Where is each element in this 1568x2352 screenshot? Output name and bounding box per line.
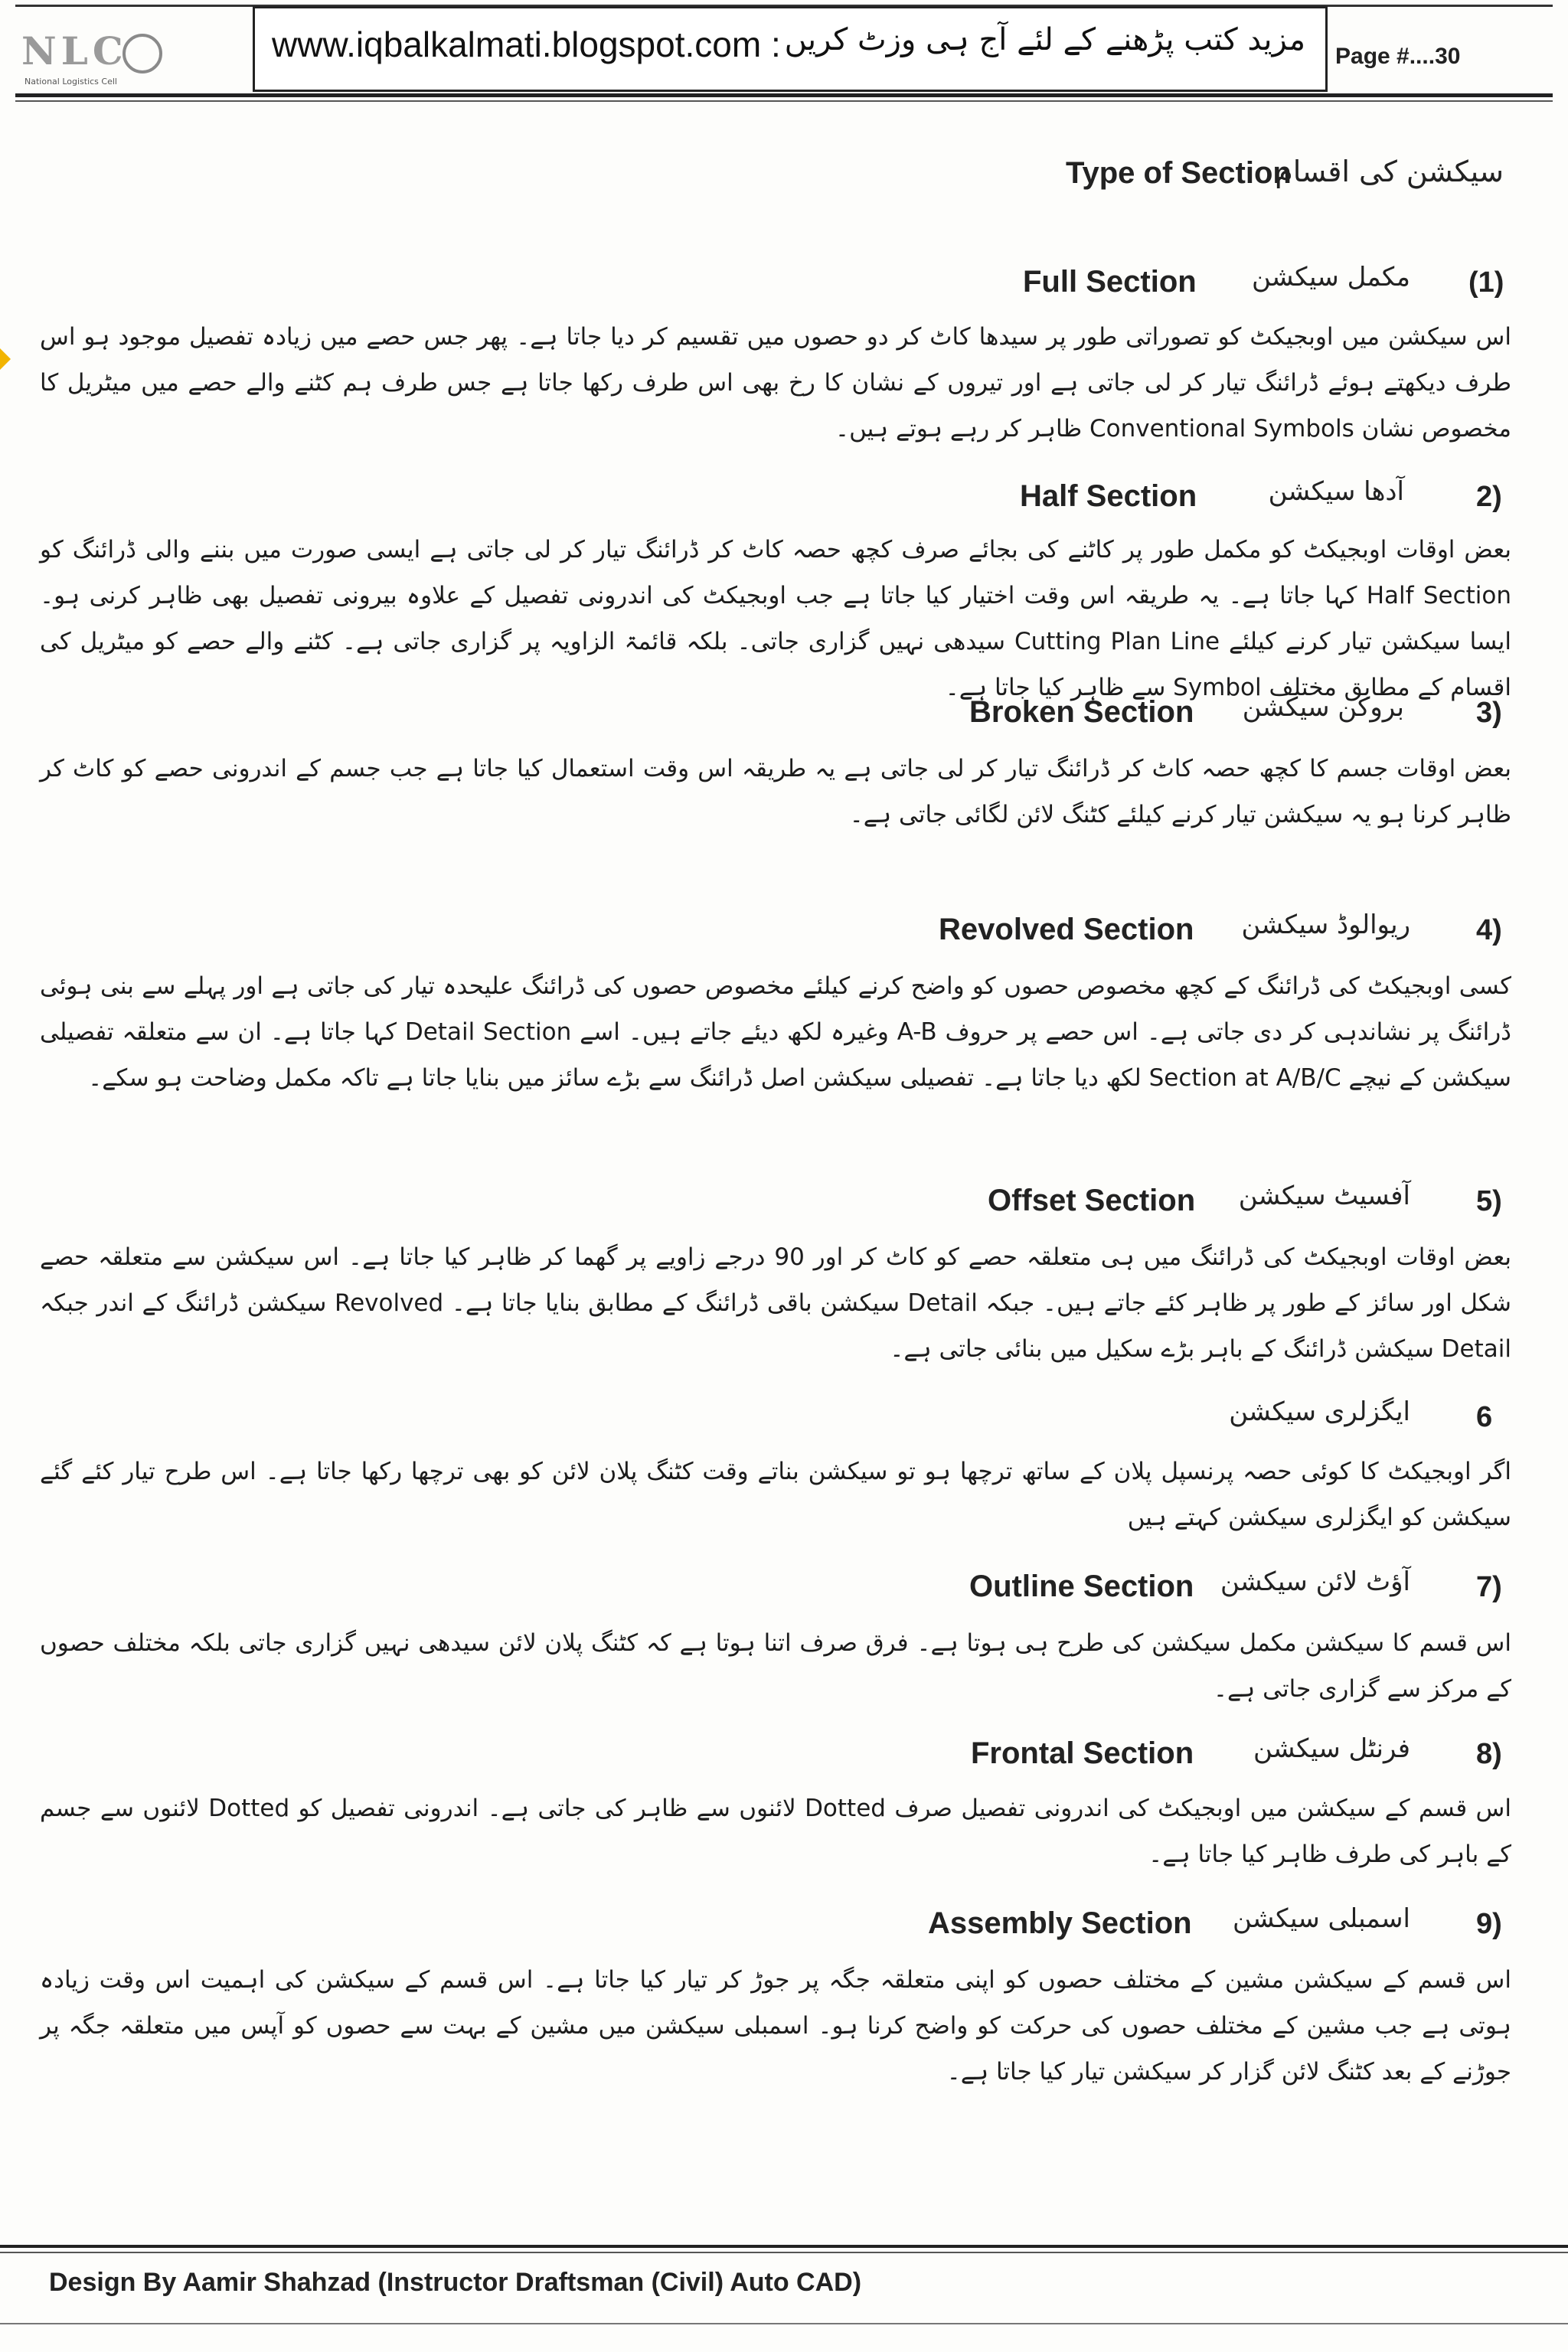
- section-title-english: Offset Section: [988, 1184, 1196, 1217]
- section-title-urdu: آفسیٹ سیکشن: [1238, 1181, 1410, 1211]
- section-number: 8): [1476, 1738, 1502, 1770]
- logo-caption: National Logistics Cell: [24, 77, 117, 87]
- section-body: اس قسم کے سیکشن مشین کے مختلف حصوں کو اپنی متعلقہ جگہ پر جوڑ کر تیار کیا جاتا ہے۔ اس قسم کے سیکشن کی اہمیت اس وقت زیادہ ہوتی ہے جب مشین کے مختلف حصوں کی حرکت کو واضح کرنا ہو۔ اسمبلی سیکشن میں مشین کے بہت سے حصوں کو آپس میں متعلقہ جگہ پر جوڑنے کے بعد کٹنگ لائن گزار کر سیکشن تیار کیا جاتا ہے۔: [40, 1966, 1511, 2086]
- title-urdu: سیکشن کی اقسام: [1275, 155, 1504, 188]
- section-heading: [0, 908, 1568, 954]
- section-body: اس قسم کا سیکشن مکمل سیکشن کی طرح ہی ہوتا ہے۔ فرق صرف اتنا ہوتا ہے کہ کٹنگ پلان لائن سیدھی نہیں گزاری جاتی بلکہ مختلف حصوں کے مرکز سے گزاری جاتی ہے۔: [40, 1629, 1511, 1703]
- section-heading: [0, 260, 1568, 306]
- website-tagline-urdu: مزید کتب پڑھنے کے لئے آج ہی وزٹ کریں: [784, 22, 1305, 57]
- section-title-english: Assembly Section: [928, 1906, 1192, 1940]
- footer-rule-thin: [0, 2252, 1568, 2253]
- section-title-urdu: فرنٹل سیکشن: [1253, 1733, 1410, 1764]
- section-body: بعض اوقات جسم کا کچھ حصہ کاٹ کر ڈرائنگ تیار کر لی جاتی ہے یہ طریقہ اس وقت استعمال کیا جاتا ہے جب جسم کے اندرونی حصے کو کاٹ کر ظاہر کرنا ہو یہ سیکشن تیار کرنے کیلئے کٹنگ لائن لگائی جاتی ہے۔: [40, 755, 1511, 828]
- logo-circle-icon: [122, 34, 162, 74]
- page-header: [0, 0, 1568, 115]
- section-title-urdu: آؤٹ لائن سیکشن: [1220, 1566, 1410, 1597]
- section-number: 6: [1476, 1401, 1493, 1433]
- section-title-english: Broken Section: [969, 695, 1194, 729]
- section-title-english: Full Section: [1023, 265, 1197, 299]
- url-separator: :: [770, 24, 781, 64]
- section-title-urdu: بروکن سیکشن: [1242, 692, 1404, 723]
- section-body: اس سیکشن میں اوبجیکٹ کو تصوراتی طور پر سیدھا کاٹ کر دو حصوں میں تقسیم کر دیا جاتا ہے۔ پھر جس حصے میں زیادہ تفصیل موجود ہو اس طرف دیکھتے ہوئے ڈرائنگ تیار کر لی جاتی ہے اور تیروں کے نشان کا رخ بھی اس طرف رکھا جاتا ہے جس طرف ہم کٹنے والے حصے میں میٹریل کا مخصوص نشان Conventional Symbols ظاہر کر رہے ہوتے ہیں۔: [40, 323, 1511, 443]
- section-heading: [0, 691, 1568, 737]
- section-number: 2): [1476, 481, 1502, 513]
- section-body: بعض اوقات اوبجیکٹ کو مکمل طور پر کاٹنے کی بجائے صرف کچھ حصہ کاٹ کر ڈرائنگ تیار کر لی جاتی ہے ایسی صورت میں بننے والی ڈرائنگ کو Half Section کہا جاتا ہے۔ یہ طریقہ اس وقت اختیار کیا جاتا ہے جب اوبجیکٹ کی اندرونی تفصیل کے علاوہ بیرونی تفصیل بھی ظاہر کرنی ہو۔ ایسا سیکشن تیار کرنے کیلئے Cutting Plan Line سیدھی نہیں گزاری جاتی۔ بلکہ قائمۃ الزاویہ پر گزاری جاتی ہے۔ کٹنے والے حصے کو میٹریل کی اقسام کے مطابق مختلف Symbol سے ظاہر کیا جاتا ہے۔: [40, 536, 1511, 701]
- section-body: بعض اوقات اوبجیکٹ کی ڈرائنگ میں ہی متعلقہ حصے کو کاٹ کر اور 90 درجے زاویے پر گھما کر ظاہر کیا جاتا ہے۔ اس سیکشن سے متعلقہ حصے شکل اور سائز کے طور پر ظاہر کئے جاتے ہیں۔ جبکہ Detail سیکشن باقی ڈرائنگ کے مطابق بنایا جاتا ہے۔ Revolved سیکشن ڈرائنگ کے اندر جبکہ Detail سیکشن ڈرائنگ کے باہر بڑے سکیل میں بنائی جاتی ہے۔: [40, 1243, 1511, 1363]
- header-bottom-rule: [15, 93, 1553, 97]
- nlc-logo: [21, 29, 243, 93]
- page-title: [0, 153, 1568, 207]
- section-body: اس قسم کے سیکشن میں اوبجیکٹ کی اندرونی تفصیل صرف Dotted لائنوں سے ظاہر کی جاتی ہے۔ اندرونی تفصیل کو Dotted لائنوں سے جسم کے باہر کی طرف ظاہر کیا جاتا ہے۔: [40, 1795, 1511, 1868]
- section-heading: [0, 1902, 1568, 1948]
- page-number: Page #....30: [1335, 44, 1461, 69]
- section-title-urdu: ایگزلری سیکشن: [1229, 1396, 1410, 1427]
- section-title-urdu: آدھا سیکشن: [1268, 476, 1404, 507]
- section-title-english: Frontal Section: [971, 1736, 1194, 1770]
- section-heading: [0, 1565, 1568, 1611]
- section-heading: [0, 1395, 1568, 1441]
- margin-marker: [0, 348, 11, 370]
- section-title-english: Half Section: [1020, 479, 1197, 513]
- section-heading: [0, 475, 1568, 521]
- footer-credit: Design By Aamir Shahzad (Instructor Draftsman (Civil) Auto CAD): [49, 2268, 862, 2297]
- section-number: 3): [1476, 697, 1502, 729]
- section-body: کسی اوبجیکٹ کی ڈرائنگ کے کچھ مخصوص حصوں کو واضح کرنے کیلئے مخصوص حصوں کی ڈرائنگ علیحدہ تیار کی جاتی ہے اور پہلے سے بنی ہوئی ڈرائنگ پر نشاندہی کر دی جاتی ہے۔ اس حصے پر حروف A-B وغیرہ لکھ دیئے جاتے ہیں۔ اسے Detail Section کہا جاتا ہے۔ ان سے متعلقہ تفصیلی سیکشن کے نیچے Section at A/B/C لکھ دیا جاتا ہے۔ تفصیلی سیکشن اصل ڈرائنگ سے بڑے سائز میں بنایا جاتا ہے تاکہ مکمل وضاحت ہو سکے۔: [40, 972, 1511, 1092]
- section-title-english: Outline Section: [969, 1570, 1194, 1603]
- section-heading: [0, 1179, 1568, 1225]
- section-title-urdu: ریوالوڈ سیکشن: [1241, 910, 1410, 940]
- header-bottom-rule-thin: [15, 100, 1553, 102]
- section-heading: [0, 1732, 1568, 1778]
- website-banner: [253, 6, 1328, 92]
- section-body: اگر اوبجیکٹ کا کوئی حصہ پرنسپل پلان کے ساتھ ترچھا ہو تو سیکشن بناتے وقت کٹنگ پلان لائن کو بھی ترچھا رکھا جاتا ہے۔ اس طرح تیار کئے گئے سیکشن کو ایگزلری سیکشن کہتے ہیں: [40, 1458, 1511, 1531]
- website-url-text[interactable]: www.iqbalkalmati.blogspot.com: [272, 24, 762, 64]
- section-title-urdu: مکمل سیکشن: [1252, 262, 1410, 292]
- section-number: 9): [1476, 1908, 1502, 1940]
- section-number: (1): [1468, 266, 1504, 299]
- logo-mark: NLC: [21, 28, 128, 74]
- website-url[interactable]: [272, 24, 781, 65]
- section-number: 4): [1476, 914, 1502, 946]
- footer-bottom-rule: [0, 2323, 1568, 2324]
- section-number: 7): [1476, 1571, 1502, 1603]
- footer-rule: [0, 2245, 1568, 2248]
- section-title-urdu: اسمبلی سیکشن: [1233, 1903, 1410, 1934]
- section-number: 5): [1476, 1185, 1502, 1217]
- title-english: Type of Section: [1066, 156, 1292, 190]
- section-title-english: Revolved Section: [939, 913, 1194, 946]
